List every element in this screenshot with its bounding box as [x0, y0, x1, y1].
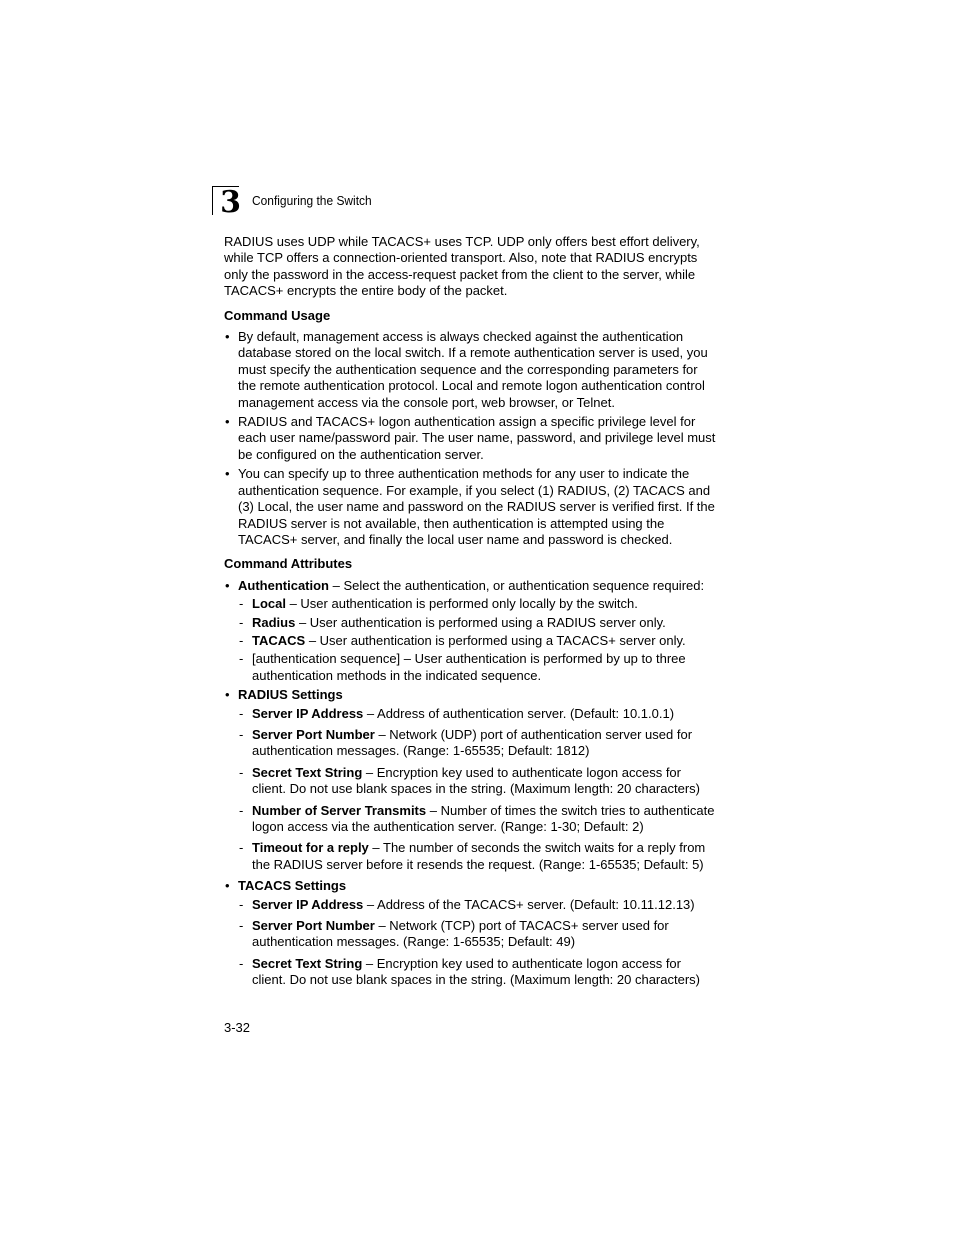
term: Server Port Number	[252, 726, 375, 742]
command-attributes-heading: Command Attributes	[224, 556, 353, 572]
authentication-options	[238, 596, 716, 684]
tacacs-settings-item	[224, 878, 716, 988]
list-item	[238, 803, 716, 836]
command-usage-heading: Command Usage	[224, 307, 331, 323]
description: – Number of times the switch tries to authenticate logon access via the authentication server. (Range: 1-30; Default: 2)	[252, 802, 715, 834]
description: – The number of seconds the switch waits for a reply from the RADIUS server before it resends the request. (Range: 1-65535; Default: 5)	[252, 840, 706, 872]
term: Number of Server Transmits	[252, 802, 427, 818]
description: – User authentication is performed only locally by the switch.	[285, 596, 638, 612]
list-item	[238, 765, 716, 798]
term: Server IP Address	[252, 705, 364, 721]
term: TACACS	[252, 632, 306, 648]
term: Authentication	[238, 577, 329, 593]
intro-paragraph: RADIUS uses UDP while TACACS+ uses TCP. UDP only offers best effort delivery, while TCP offers a connection-oriented transport. Also, note that RADIUS encrypts only the password in the access-request packet from the client to the server, while TACACS+ encrypts the entire body of the packet.	[224, 234, 700, 299]
list-item: • By default, management access is always checked against the authentication database stored on the local switch. If a remote authentication server is used, you must specify the authentication sequence and the corresponding parameters for the remote authentication protocol. Local and remote logon authentication control management access via the console port, web browser, or Telnet.	[224, 329, 716, 411]
chapter-number: 3	[220, 185, 241, 220]
term: Local	[252, 596, 286, 612]
list-item: • You can specify up to three authentication methods for any user to indicate the authentication sequence. For example, if you select (1) RADIUS, (2) TACACS and (3) Local, the user name and password on the RADIUS server is verified first. If the RADIUS server is not available, then authentication is attempted using the TACACS+ server, and finally the local user name and password is checked.	[224, 466, 716, 548]
list-item	[238, 727, 716, 760]
list-item	[238, 897, 716, 913]
page-body	[224, 234, 716, 997]
description: – Encryption key used to authenticate logon access for client. Do not use blank spaces in the string. (Maximum length: 20 characters)	[252, 955, 700, 988]
term: Secret Text String	[252, 955, 363, 971]
chapter-title: Configuring the Switch	[252, 193, 372, 208]
list-item	[238, 615, 716, 631]
term: Server Port Number	[252, 918, 375, 934]
tacacs-settings-list	[238, 897, 716, 989]
radius-settings-list	[238, 706, 716, 874]
list-item	[238, 706, 716, 722]
description: – Encryption key used to authenticate logon access for client. Do not use blank spaces in the string. (Maximum length: 20 characters)	[252, 764, 700, 797]
list-item: • RADIUS and TACACS+ logon authentication assign a specific privilege level for each user name/password pair. The user name, password, and privilege level must be configured on the authentication server.	[224, 414, 716, 463]
chapter-number-badge	[212, 185, 241, 220]
description: [authentication sequence] – User authentication is performed by up to three authentication methods in the indicated sequence.	[252, 651, 686, 683]
term: Server IP Address	[252, 896, 364, 912]
authentication-item	[224, 578, 716, 684]
description: – Address of the TACACS+ server. (Default: 10.11.12.13)	[363, 896, 695, 912]
term: RADIUS Settings	[238, 687, 343, 703]
term: Timeout for a reply	[252, 840, 369, 856]
command-usage-list	[224, 329, 716, 548]
page-number: 3-32	[224, 1020, 251, 1035]
description: – Network (TCP) port of TACACS+ server used for authentication messages. (Range: 1-65535; Default: 49)	[252, 918, 669, 950]
list-item	[238, 956, 716, 989]
list-item	[238, 633, 716, 649]
list-item	[238, 918, 716, 951]
description: – User authentication is performed using a RADIUS server only.	[295, 614, 666, 630]
term: Radius	[252, 614, 296, 630]
description: – Select the authentication, or authentication sequence required:	[329, 577, 705, 593]
radius-settings-item	[224, 687, 716, 873]
list-item	[238, 651, 716, 684]
description: – User authentication is performed using a TACACS+ server only.	[305, 632, 686, 648]
term: Secret Text String	[252, 764, 363, 780]
list-item	[238, 840, 716, 873]
description: – Address of authentication server. (Default: 10.1.0.1)	[363, 705, 675, 721]
term: TACACS Settings	[238, 878, 347, 894]
description: – Network (UDP) port of authentication server used for authentication messages. (Range: 1-65535; Default: 1812)	[252, 726, 693, 759]
command-attributes-list	[224, 578, 716, 989]
list-item	[238, 596, 716, 612]
